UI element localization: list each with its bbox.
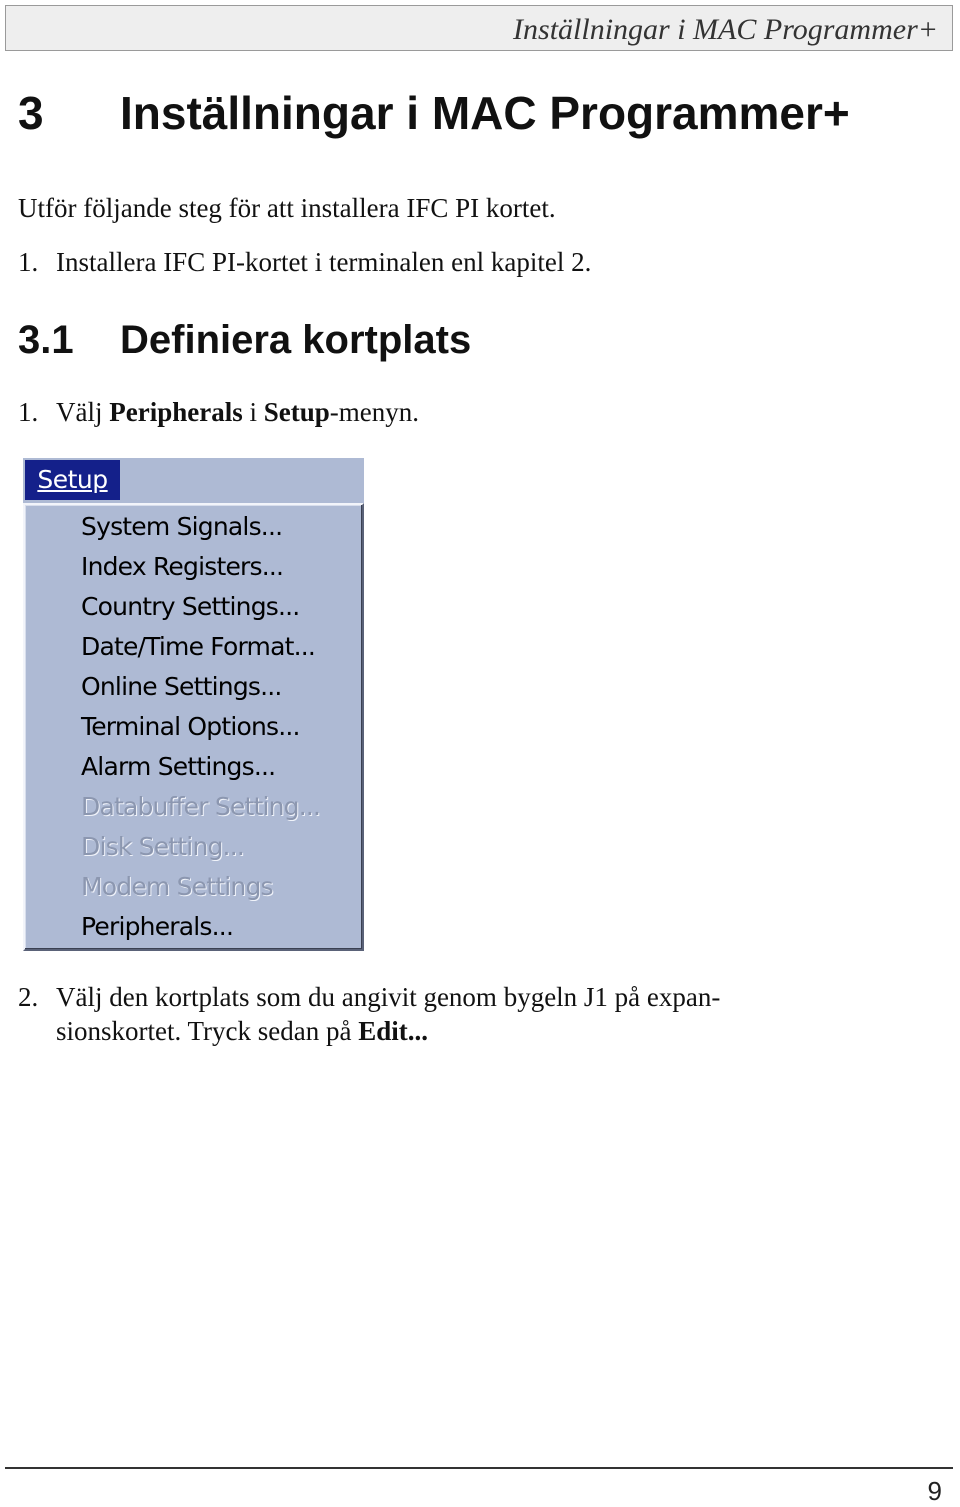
menu-item-disk-setting: Disk Setting...: [81, 832, 245, 861]
setup-menu-title[interactable]: [25, 460, 120, 500]
menu-item-peripherals[interactable]: Peripherals...: [81, 912, 234, 941]
running-header: [5, 5, 953, 51]
step-text-part: -menyn.: [329, 397, 420, 427]
step-number: 2.: [18, 982, 39, 1012]
intro-paragraph: Utför följande steg för att installera IFC PI kortet.: [18, 193, 556, 223]
step-number: 1.: [18, 397, 39, 427]
edit-term: Edit...: [358, 1016, 429, 1046]
step-text-part: i: [242, 397, 264, 427]
menu-item-modem-settings: Modem Settings: [81, 872, 273, 901]
setup-menu-screenshot: [23, 458, 364, 951]
menu-bar: [23, 458, 364, 501]
chapter-heading: [18, 86, 850, 140]
menu-item-system-signals[interactable]: System Signals...: [81, 512, 283, 541]
step-text-part: Välj: [56, 397, 110, 427]
menu-item-terminal-options[interactable]: Terminal Options...: [81, 712, 300, 741]
chapter-number: 3: [18, 87, 44, 139]
peripherals-term: Peripherals: [109, 397, 243, 427]
step-text-line-2: [56, 1014, 428, 1048]
step-number: 1.: [18, 247, 39, 277]
menu-item-date-time-format[interactable]: Date/Time Format...: [81, 632, 316, 661]
setup-term: Setup: [263, 397, 330, 427]
step-text-part: sionskortet. Tryck sedan på: [56, 1016, 359, 1046]
step-text: Installera IFC PI-kortet i terminalen enl kapitel 2.: [56, 247, 592, 277]
footer-rule: [5, 1467, 953, 1469]
menu-item-online-settings[interactable]: Online Settings...: [81, 672, 282, 701]
menu-item-index-registers[interactable]: Index Registers...: [81, 552, 284, 581]
page-number: 9: [927, 1476, 942, 1506]
menu-item-alarm-settings[interactable]: Alarm Settings...: [81, 752, 276, 781]
step-text: [56, 395, 419, 429]
menu-item-country-settings[interactable]: Country Settings...: [81, 592, 300, 621]
chapter-title: Inställningar i MAC Programmer+: [120, 87, 850, 139]
step-text-line-1: Välj den kortplats som du angivit genom bygeln J1 på expan-: [56, 982, 721, 1012]
menu-item-databuffer-setting: Databuffer Setting...: [81, 792, 321, 821]
setup-menu-title-label: Setup: [37, 465, 108, 494]
section-number: 3.1: [18, 318, 74, 362]
setup-menu-dropdown: [23, 503, 364, 951]
section-heading: [18, 318, 471, 363]
section-title: Definiera kortplats: [120, 318, 472, 362]
running-header-title: Inställningar i MAC Programmer+: [513, 13, 938, 46]
